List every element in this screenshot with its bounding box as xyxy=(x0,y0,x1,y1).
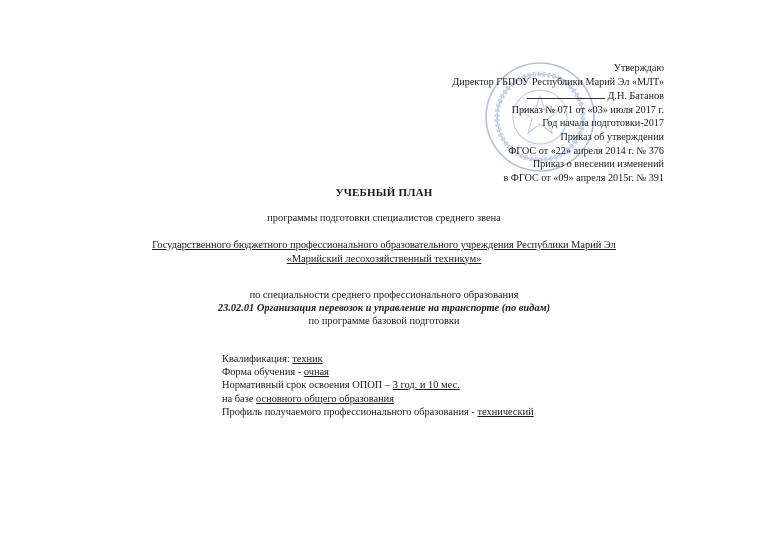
approval-start-year: Год начала подготовки-2017 xyxy=(542,118,664,130)
organization-name xyxy=(0,239,768,266)
education-profile-value: технический xyxy=(477,406,534,418)
approval-director: Директор ГБПОУ Республики Марий Эл «МЛТ» xyxy=(452,76,664,88)
approval-changes-order: Приказ о внесении изменений xyxy=(532,159,664,171)
education-base-label: на базе xyxy=(222,393,254,405)
education-base-value: основного общего образования xyxy=(256,393,394,405)
document-subtitle: программы подготовки специалистов среднего звена xyxy=(267,213,501,224)
approval-order: Приказ № 071 от «03» июля 2017 г. xyxy=(511,104,664,116)
study-form-value: очная xyxy=(303,367,329,379)
approval-heading: Утверждаю xyxy=(613,63,664,74)
education-base-row xyxy=(222,393,534,406)
specialty-code: 23.02.01 Организация перевозок и управление на транспорте (по видам) xyxy=(217,303,551,314)
qualification-label: Квалификация: xyxy=(222,354,290,365)
document-title: УЧЕБНЫЙ ПЛАН xyxy=(335,187,433,199)
approval-fgos-order: Приказ об утверждении xyxy=(560,131,664,143)
study-form-label: Форма обучения - xyxy=(222,367,302,379)
study-term-value: 3 год. и 10 мес. xyxy=(392,380,460,392)
signature-line xyxy=(527,89,605,99)
specialty-block xyxy=(0,289,768,328)
specialty-intro: по специальности среднего профессионального образования xyxy=(249,290,519,301)
organization-line-1: Государственного бюджетного профессионального образовательного учреждения Республики Марий Эл xyxy=(152,240,616,251)
qualification-block xyxy=(222,353,534,419)
study-form-row xyxy=(222,366,534,379)
education-profile-label: Профиль получаемого профессионального образования - xyxy=(222,406,475,418)
organization-line-2: «Марийский лесохозяйственный техникум» xyxy=(286,253,482,265)
approval-block xyxy=(452,62,664,185)
study-term-label: Нормативный срок освоения ОПОП – xyxy=(222,380,391,392)
qualification-value: техник xyxy=(292,354,323,365)
approval-signer-line xyxy=(452,89,664,104)
approval-changes-date: в ФГОС от «09» апреля 2015г. № 391 xyxy=(503,172,664,184)
qualification-row xyxy=(222,353,534,366)
education-profile-row xyxy=(222,406,534,419)
study-term-row xyxy=(222,379,534,392)
specialty-program: по программе базовой подготовки xyxy=(308,316,460,327)
approval-signer: Д.Н. Батанов xyxy=(607,91,664,103)
approval-fgos-date: ФГОС от «22» апреля 2014 г. № 376 xyxy=(508,145,664,157)
